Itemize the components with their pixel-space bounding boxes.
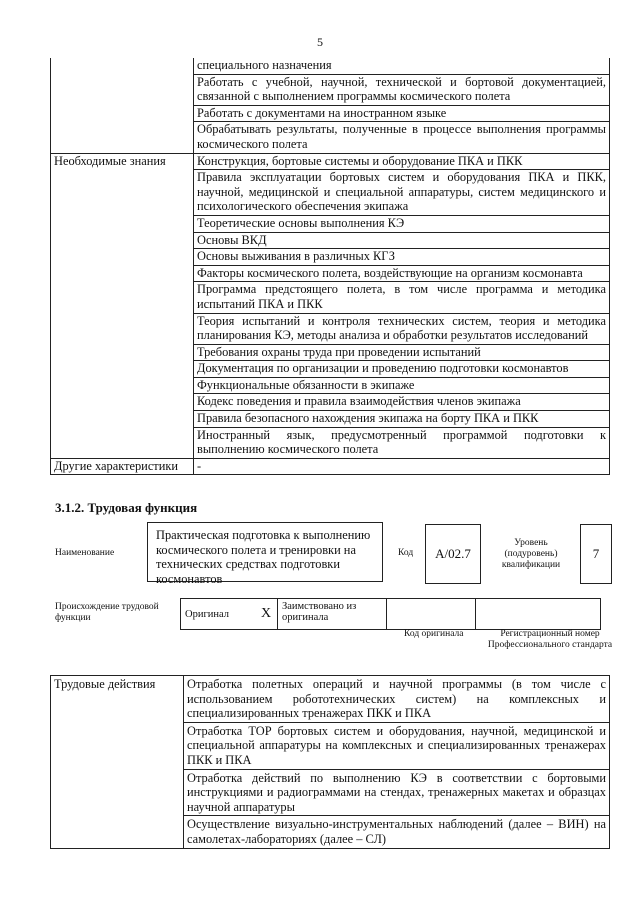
table-row xyxy=(181,599,601,630)
reg-number-label: Регистрационный номер Профессионального стандарта xyxy=(487,629,613,650)
knowledge-item: Функциональные обязанности в экипаже xyxy=(194,377,610,394)
other-characteristics-label: Другие характеристики xyxy=(51,458,194,475)
skill-item: Обрабатывать результаты, полученные в процессе выполнения программы космического полета xyxy=(194,122,610,153)
labor-actions-table xyxy=(50,675,610,849)
labor-action-item: Отработка действий по выполнению КЭ в соответствии с бортовыми инструкциями и радиограммами на стендах, тренажерных макетах и образцах научной аппаратуры xyxy=(184,769,610,816)
labor-action-item: Отработка полетных операций и научной программы (в том числе с использованием робототехнических систем) на комплексных и специализированных тренажерах ПКК и ПКА xyxy=(184,676,610,723)
skill-item: Работать с учебной, научной, технической и бортовой документацией, связанной с выполнением программы космического полета xyxy=(194,74,610,105)
labor-action-item: Осуществление визуально-инструментальных наблюдений (далее – ВИН) на самолетах-лабораториях (далее – СЛ) xyxy=(184,816,610,848)
labor-actions-label: Трудовые действия xyxy=(51,676,184,849)
knowledge-item: Требования охраны труда при проведении испытаний xyxy=(194,344,610,361)
table-row xyxy=(51,153,610,170)
knowledge-item: Документация по организации и проведению подготовки космонавтов xyxy=(194,361,610,378)
code-original-label: Код оригинала xyxy=(404,629,464,639)
knowledge-item: Правила безопасного нахождения экипажа на борту ПКА и ПКК xyxy=(194,411,610,428)
code-original-cell xyxy=(387,599,476,630)
table-row xyxy=(51,58,610,74)
function-name-box: Практическая подготовка к выполнению космического полета и тренировки на технических средствах подготовки космонавтов xyxy=(147,522,383,582)
knowledge-item: Факторы космического полета, воздействующие на организм космонавта xyxy=(194,265,610,282)
origin-label: Происхождение трудовой функции xyxy=(55,602,159,623)
page-number: 5 xyxy=(317,35,323,49)
knowledge-item: Теоретические основы выполнения КЭ xyxy=(194,215,610,232)
table-row xyxy=(51,676,610,723)
level-label: Уровень (подуровень) квалификации xyxy=(501,538,561,570)
knowledge-item: Иностранный язык, предусмотренный программой подготовки к выполнению космического полета xyxy=(194,427,610,458)
reg-number-cell xyxy=(476,599,601,630)
original-label: Оригинал xyxy=(181,599,256,630)
skills-knowledge-table xyxy=(50,58,610,475)
borrowed-label: Заимствовано из оригинала xyxy=(278,599,387,630)
continuation-cell: специального назначения xyxy=(194,58,610,74)
table-row xyxy=(51,458,610,475)
labor-action-item: Отработка ТОР бортовых систем и оборудования, научной, медицинской и специальной аппаратуры на комплексных и специализированных тренажерах ПКК и ПКА xyxy=(184,722,610,769)
origin-table xyxy=(180,598,601,630)
code-label: Код xyxy=(398,548,414,558)
knowledge-item: Основы выживания в различных КГЗ xyxy=(194,249,610,266)
knowledge-item: Теория испытаний и контроля технических систем, теория и методика планирования КЭ, методы анализа и обработки результатов исследований xyxy=(194,313,610,344)
original-mark: X xyxy=(255,599,278,630)
knowledge-item: Кодекс поведения и правила взаимодействия членов экипажа xyxy=(194,394,610,411)
knowledge-item: Программа предстоящего полета, в том числе программа и методика испытаний ПКА и ПКК xyxy=(194,282,610,313)
section-title: 3.1.2. Трудовая функция xyxy=(55,500,198,515)
skill-item: Работать с документами на иностранном языке xyxy=(194,105,610,122)
name-label: Наименование xyxy=(55,548,115,558)
knowledge-item: Правила эксплуатации бортовых систем и оборудования ПКА и ПКК, научной, медицинской и специальной аппаратуры, систем медицинского и психологического обеспечения экипажа xyxy=(194,170,610,216)
level-value: 7 xyxy=(580,524,612,584)
knowledge-item: Основы ВКД xyxy=(194,232,610,249)
other-characteristics-value: - xyxy=(194,458,610,475)
knowledge-item: Конструкция, бортовые системы и оборудование ПКА и ПКК xyxy=(194,153,610,170)
knowledge-label: Необходимые знания xyxy=(51,153,194,458)
code-value: А/02.7 xyxy=(425,524,481,584)
